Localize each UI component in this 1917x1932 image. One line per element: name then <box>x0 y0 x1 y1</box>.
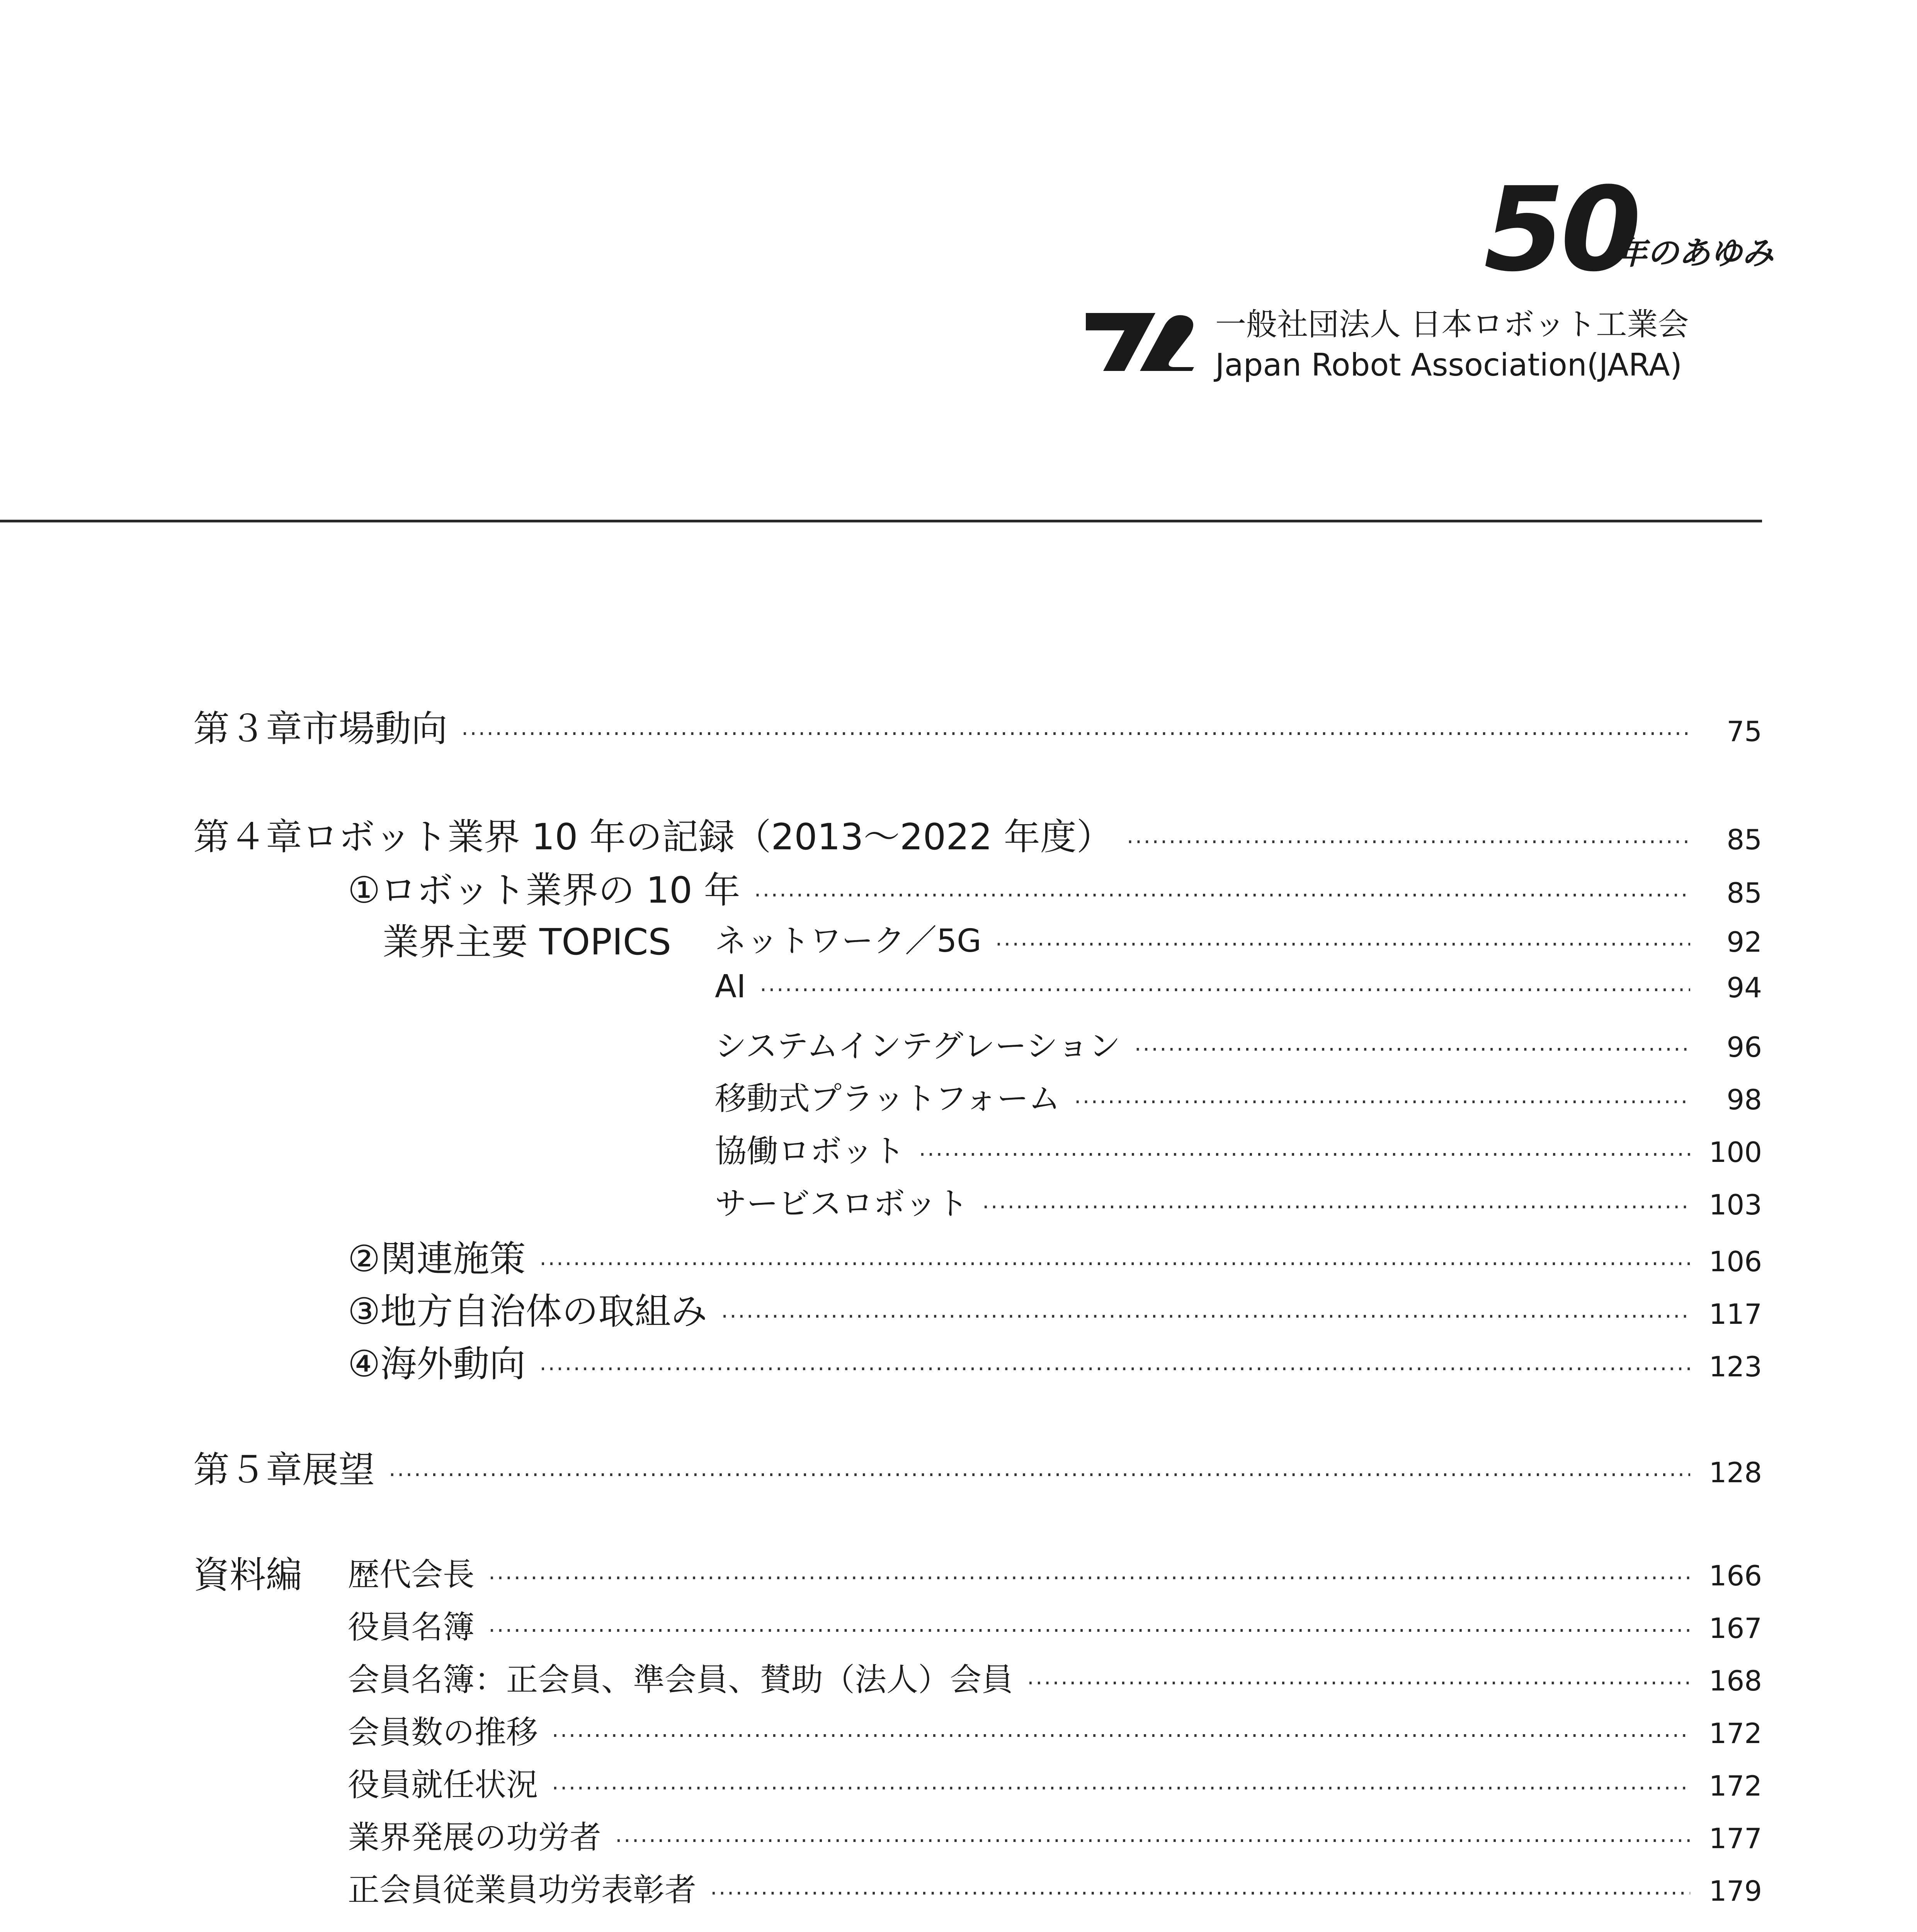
leader-dots <box>539 1357 1690 1382</box>
leader-dots <box>982 1195 1690 1220</box>
appendix-title: 会員数の推移 <box>348 1714 538 1751</box>
leader-dots <box>461 721 1690 747</box>
leader-dots <box>919 1142 1690 1167</box>
anniversary-subtitle: 年のあゆみ <box>1615 235 1774 272</box>
chapter-label: 第５章 <box>193 1449 303 1491</box>
toc-entry[interactable] <box>715 968 1762 1005</box>
page-number: 94 <box>1726 971 1762 1004</box>
page-number: 85 <box>1726 823 1762 856</box>
toc-entry[interactable] <box>348 1230 1762 1282</box>
appendix-label: 資料編 <box>193 1554 303 1596</box>
leader-dots <box>1127 830 1690 855</box>
topic-title: ネットワーク／5G <box>715 923 981 959</box>
toc-entry[interactable] <box>193 699 1762 752</box>
toc-entry[interactable] <box>348 861 1762 913</box>
page-number: 177 <box>1709 1822 1762 1855</box>
page-number: 85 <box>1726 877 1762 909</box>
page-number: 92 <box>1726 926 1762 958</box>
leader-dots <box>1074 1090 1690 1115</box>
page-number: 100 <box>1709 1136 1762 1168</box>
toc-entry[interactable] <box>715 1021 1762 1066</box>
leader-dots <box>760 978 1690 1003</box>
section-title: ④海外動向 <box>348 1343 526 1385</box>
page-number: 106 <box>1709 1245 1762 1278</box>
appendix-title: 業界発展の功労者 <box>348 1819 602 1856</box>
topic-title: システムインテグレーション <box>715 1028 1121 1065</box>
header-divider <box>0 520 1762 522</box>
toc-entry[interactable] <box>715 916 1762 961</box>
topic-title: サービスロボット <box>715 1185 969 1222</box>
page-number: 98 <box>1726 1083 1762 1116</box>
page-number: 167 <box>1709 1612 1762 1645</box>
page-number: 75 <box>1726 715 1762 748</box>
toc-entry[interactable] <box>348 1602 1762 1647</box>
anniversary-number: 50 <box>1484 162 1638 297</box>
toc-entry[interactable] <box>193 808 1762 860</box>
chapter-label: 第３章 <box>193 708 303 750</box>
toc-entry[interactable] <box>715 1073 1762 1119</box>
appendix-title: 会員名簿：正会員、準会員、賛助（法人）会員 <box>348 1662 1014 1698</box>
toc-entry[interactable] <box>193 1440 1762 1493</box>
topic-title: AI <box>715 968 746 1005</box>
toc-entry[interactable] <box>348 1707 1762 1752</box>
appendix-title: 正会員従業員功労表彰者 <box>348 1872 697 1908</box>
section-title: ②関連施策 <box>348 1238 526 1280</box>
toc-entry[interactable] <box>348 1549 1762 1595</box>
section-title: ③地方自治体の取組み <box>348 1291 708 1333</box>
page-number: 179 <box>1709 1875 1762 1907</box>
topic-title: 協働ロボット <box>715 1133 905 1170</box>
topics-label: 業界主要 TOPICS <box>383 921 671 963</box>
appendix-title: 役員名簿 <box>348 1609 475 1646</box>
chapter-label: 第４章 <box>193 816 303 858</box>
page-number: 128 <box>1709 1456 1762 1489</box>
org-name-ja: 一般社団法人 日本ロボット工業会 <box>1215 306 1689 342</box>
toc-entry[interactable] <box>348 1865 1762 1910</box>
leader-dots <box>389 1463 1690 1488</box>
chapter-title: 市場動向 <box>302 708 448 750</box>
page-number: 172 <box>1709 1770 1762 1802</box>
page-number: 168 <box>1709 1665 1762 1697</box>
leader-dots <box>1135 1037 1690 1062</box>
toc-entry[interactable] <box>348 1282 1762 1334</box>
leader-dots <box>539 1252 1690 1277</box>
toc-entry[interactable] <box>348 1655 1762 1700</box>
leader-dots <box>488 1618 1690 1643</box>
page-number: 166 <box>1709 1560 1762 1592</box>
appendix-title: 役員就任状況 <box>348 1767 538 1803</box>
toc-entry[interactable] <box>348 1812 1762 1857</box>
page-number: 172 <box>1709 1717 1762 1750</box>
appendix-title: 歴代会長 <box>348 1556 475 1593</box>
org-name-en: Japan Robot Association(JARA) <box>1215 347 1682 383</box>
leader-dots <box>721 1304 1690 1329</box>
toc-entry[interactable] <box>715 1126 1762 1171</box>
chapter-title: ロボット業界 10 年の記録（2013～2022 年度） <box>302 816 1113 858</box>
toc-entry[interactable] <box>348 1760 1762 1805</box>
section-title: ①ロボット業界の 10 年 <box>348 869 740 912</box>
chapter-title: 展望 <box>302 1449 375 1491</box>
page-number: 123 <box>1709 1350 1762 1383</box>
page-number: 103 <box>1709 1189 1762 1221</box>
jara-logo-icon <box>1082 309 1198 375</box>
leader-dots <box>1027 1671 1690 1696</box>
toc-entry[interactable] <box>348 1335 1762 1387</box>
leader-dots <box>754 883 1690 908</box>
topic-title: 移動式プラットフォーム <box>715 1080 1060 1117</box>
page-number: 96 <box>1726 1031 1762 1063</box>
leader-dots <box>552 1723 1690 1748</box>
leader-dots <box>710 1881 1690 1906</box>
toc-entry[interactable] <box>715 1179 1762 1224</box>
page-number: 117 <box>1709 1298 1762 1330</box>
leader-dots <box>995 932 1690 957</box>
leader-dots <box>488 1566 1690 1591</box>
leader-dots <box>552 1776 1690 1801</box>
leader-dots <box>615 1828 1690 1854</box>
